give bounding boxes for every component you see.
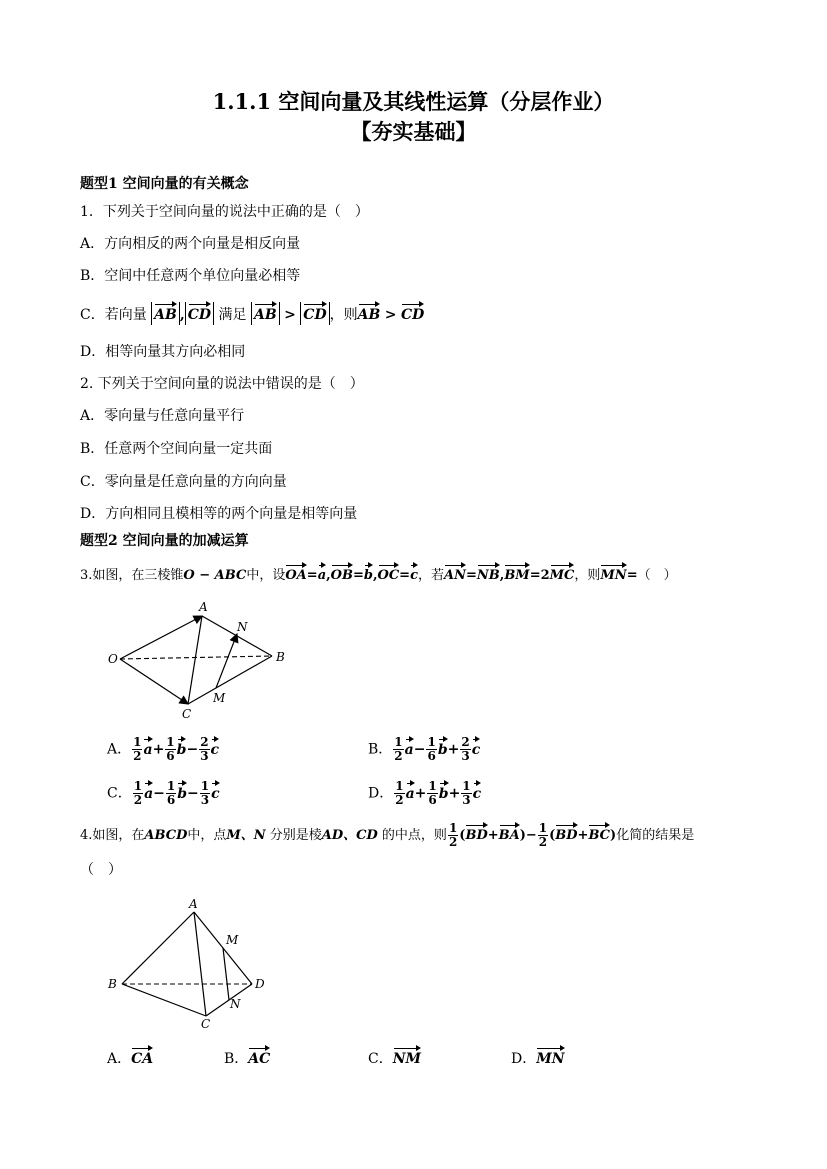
plus: + [152, 741, 165, 758]
vec-c: c [410, 563, 418, 586]
label-d: D [255, 977, 265, 991]
frac-1-3: $\frac{1}{3}$ [462, 779, 471, 807]
vector-mn [216, 634, 237, 688]
q2-option-d: D．方向相同且模相等的两个向量是相等向量 [80, 506, 358, 522]
vec-a: a [143, 737, 152, 760]
vec-c: c [211, 781, 220, 804]
vec-ab: AB [254, 302, 277, 325]
vec-b: b [439, 781, 449, 804]
plus: + [414, 785, 427, 802]
frac-1-2: $\frac{1}{2}$ [395, 779, 404, 807]
edges-ad-cd: AD、CD [321, 828, 378, 843]
label-a: A [189, 897, 198, 911]
pyramid-name: O − ABC [183, 568, 247, 583]
vec-cd: CD [401, 302, 424, 325]
vec-b: b [364, 563, 373, 586]
q1-stem: 1．下列关于空间向量的说法中正确的是（ ） [80, 204, 369, 220]
vec-ac: AC [248, 1046, 270, 1069]
vec-oa: OA [285, 563, 306, 586]
edge-oc [120, 659, 188, 704]
paren-left: ( [549, 828, 556, 843]
edge-ba [122, 912, 194, 984]
q3-option-a [107, 736, 219, 763]
vec-a: a [405, 737, 414, 760]
paren-right: ) [610, 828, 617, 843]
q4-text-2: 中，点 [187, 828, 227, 843]
tetrahedron-figure-q4 [100, 894, 280, 1034]
q4-text-4: 的中点，则 [381, 828, 447, 843]
comma: , [326, 568, 331, 583]
abs-ab [151, 302, 180, 325]
vec-c: c [473, 781, 482, 804]
page-subtitle: 【夯实基础】 [350, 119, 477, 144]
q3-text-1: 3.如图，在三棱锥 [80, 568, 184, 583]
q4-text-5: 化简的结果是 [616, 828, 695, 843]
option-letter: C． [107, 785, 132, 802]
vec-b: b [177, 781, 187, 804]
abs-cd [185, 302, 214, 325]
edge-ac [194, 912, 206, 1016]
vec-cd: CD [303, 302, 326, 325]
option-letter: A． [107, 741, 132, 758]
option-letter: D． [511, 1051, 537, 1067]
q1-c-prefix: C．若向量 [80, 307, 147, 323]
q3-stem [80, 563, 677, 586]
segment-mn [223, 948, 229, 1000]
minus: − [186, 741, 199, 758]
gt-sign: > [284, 307, 296, 323]
q3-option-c [107, 780, 220, 807]
q1-option-b: B．空间中任意两个单位向量必相等 [80, 268, 301, 284]
page-title: 1.1.1 空间向量及其线性运算（分层作业） [212, 89, 615, 114]
vec-mn: MN [600, 563, 626, 586]
option-letter: A． [107, 1051, 132, 1067]
vec-oc: OC [378, 563, 400, 586]
eq: = [529, 568, 541, 583]
frac-1-2: $\frac{1}{2}$ [538, 821, 548, 849]
q3-text-3: ，若 [418, 568, 445, 583]
q4-option-a [107, 1046, 153, 1069]
label-b: B [276, 650, 285, 664]
option-letter: B． [368, 741, 393, 758]
minus: − [153, 785, 165, 802]
q1-option-c [80, 302, 424, 325]
q3-text-2: 中，设 [246, 568, 286, 583]
edge-oa [120, 616, 202, 659]
q3-option-d [368, 780, 481, 807]
section-2-title: 题型2 空间向量的加减运算 [80, 533, 249, 549]
plus: + [447, 741, 460, 758]
vec-a: a [144, 781, 153, 804]
eq: = [399, 568, 411, 583]
vec-a: a [406, 781, 415, 804]
q4-stem [80, 822, 694, 849]
q4-text-1: 4.如图，在 [80, 828, 145, 843]
edge-ac [188, 616, 202, 704]
eq: = [626, 568, 638, 583]
q4-option-d [511, 1046, 565, 1069]
vec-nb: NB [477, 563, 500, 586]
minus: − [187, 785, 199, 802]
vec-ca: CA [131, 1046, 153, 1069]
vec-bm: BM [504, 563, 529, 586]
q3-text-4: ，则 [574, 568, 601, 583]
frac-2-3: $\frac{2}{3}$ [461, 735, 470, 763]
frac-1-2: $\frac{1}{2}$ [394, 735, 403, 763]
vec-cd: CD [188, 302, 211, 325]
edge-cb [188, 656, 272, 704]
q3-text-5: （ ） [637, 568, 677, 583]
two: 2 [540, 568, 550, 583]
frac-1-3: $\frac{1}{3}$ [200, 779, 210, 807]
vec-c: c [472, 737, 481, 760]
label-m: M [226, 933, 239, 947]
paren-left: ( [459, 828, 466, 843]
frac-1-2: $\frac{1}{2}$ [133, 779, 143, 807]
frac-2-3: $\frac{2}{3}$ [200, 735, 209, 763]
vec-a: a [318, 563, 326, 586]
tetrahedron-figure-q3 [100, 596, 300, 724]
vec-ab: AB [358, 302, 381, 325]
label-b: B [108, 977, 117, 991]
frac-1-6: $\frac{1}{6}$ [166, 735, 175, 763]
comma: , [179, 307, 185, 323]
q1-option-a: A．方向相反的两个向量是相反向量 [80, 236, 301, 252]
frac-1-2: $\frac{1}{2}$ [133, 735, 142, 763]
abs-cd-2 [300, 302, 329, 325]
section-1-title: 题型1 空间向量的有关概念 [80, 176, 249, 192]
q1-c-mid1: 满足 [218, 307, 247, 323]
vec-bd: BD [465, 823, 487, 846]
abs-ab-2 [251, 302, 280, 325]
option-letter: B． [224, 1051, 249, 1067]
vec-bc: BC [588, 823, 610, 846]
plus: + [577, 828, 589, 843]
vec-ab: AB [154, 302, 177, 325]
q2-option-c: C．零向量是任意向量的方向向量 [80, 474, 287, 490]
q1-option-d: D．相等向量其方向必相同 [80, 344, 246, 360]
frac-1-2: $\frac{1}{2}$ [448, 821, 458, 849]
minus: − [413, 741, 426, 758]
vec-ob: OB [331, 563, 353, 586]
paren-right: ) [519, 828, 526, 843]
label-o: O [108, 652, 118, 666]
gt-sign: > [384, 307, 397, 323]
option-letter: D． [368, 785, 394, 802]
plus: + [487, 828, 499, 843]
q2-option-b: B．任意两个空间向量一定共面 [80, 441, 273, 457]
eq: = [306, 568, 318, 583]
comma: , [499, 568, 505, 583]
q2-option-a: A．零向量与任意向量平行 [80, 408, 245, 424]
q4-text-3: 分别是棱 [269, 828, 322, 843]
q4-option-b [224, 1046, 270, 1069]
frac-1-6: $\frac{1}{6}$ [166, 779, 176, 807]
label-n: N [230, 997, 241, 1011]
eq: = [466, 568, 477, 583]
label-a: A [199, 600, 208, 614]
frac-1-6: $\frac{1}{6}$ [427, 735, 436, 763]
solid-name: ABCD [144, 828, 188, 843]
vec-ba: BA [499, 823, 520, 846]
vec-an: AN [444, 563, 466, 586]
comma: , [372, 568, 378, 583]
vec-bd: BD [555, 823, 577, 846]
q3-option-b [368, 736, 480, 763]
vec-c: c [211, 737, 220, 760]
edge-bc [122, 984, 206, 1016]
vec-nm: NM [393, 1046, 421, 1069]
q2-stem: 2. 下列关于空间向量的说法中错误的是（ ） [80, 376, 364, 392]
label-c: C [201, 1017, 211, 1031]
eq: = [352, 568, 364, 583]
plus: + [448, 785, 461, 802]
label-m: M [213, 691, 226, 705]
vec-mc: MC [550, 563, 575, 586]
option-letter: C． [368, 1051, 393, 1067]
vec-mn: MN [536, 1046, 564, 1069]
points-mn: M、N [226, 828, 266, 843]
label-n: N [237, 620, 248, 634]
minus: − [525, 828, 537, 843]
q4-answer-paren: （ ） [80, 862, 122, 878]
frac-1-6: $\frac{1}{6}$ [428, 779, 437, 807]
q4-option-c [368, 1046, 421, 1069]
vec-b: b [177, 737, 187, 760]
label-c: C [182, 707, 192, 721]
q1-c-mid2: ，则 [329, 307, 358, 323]
vec-b: b [438, 737, 448, 760]
